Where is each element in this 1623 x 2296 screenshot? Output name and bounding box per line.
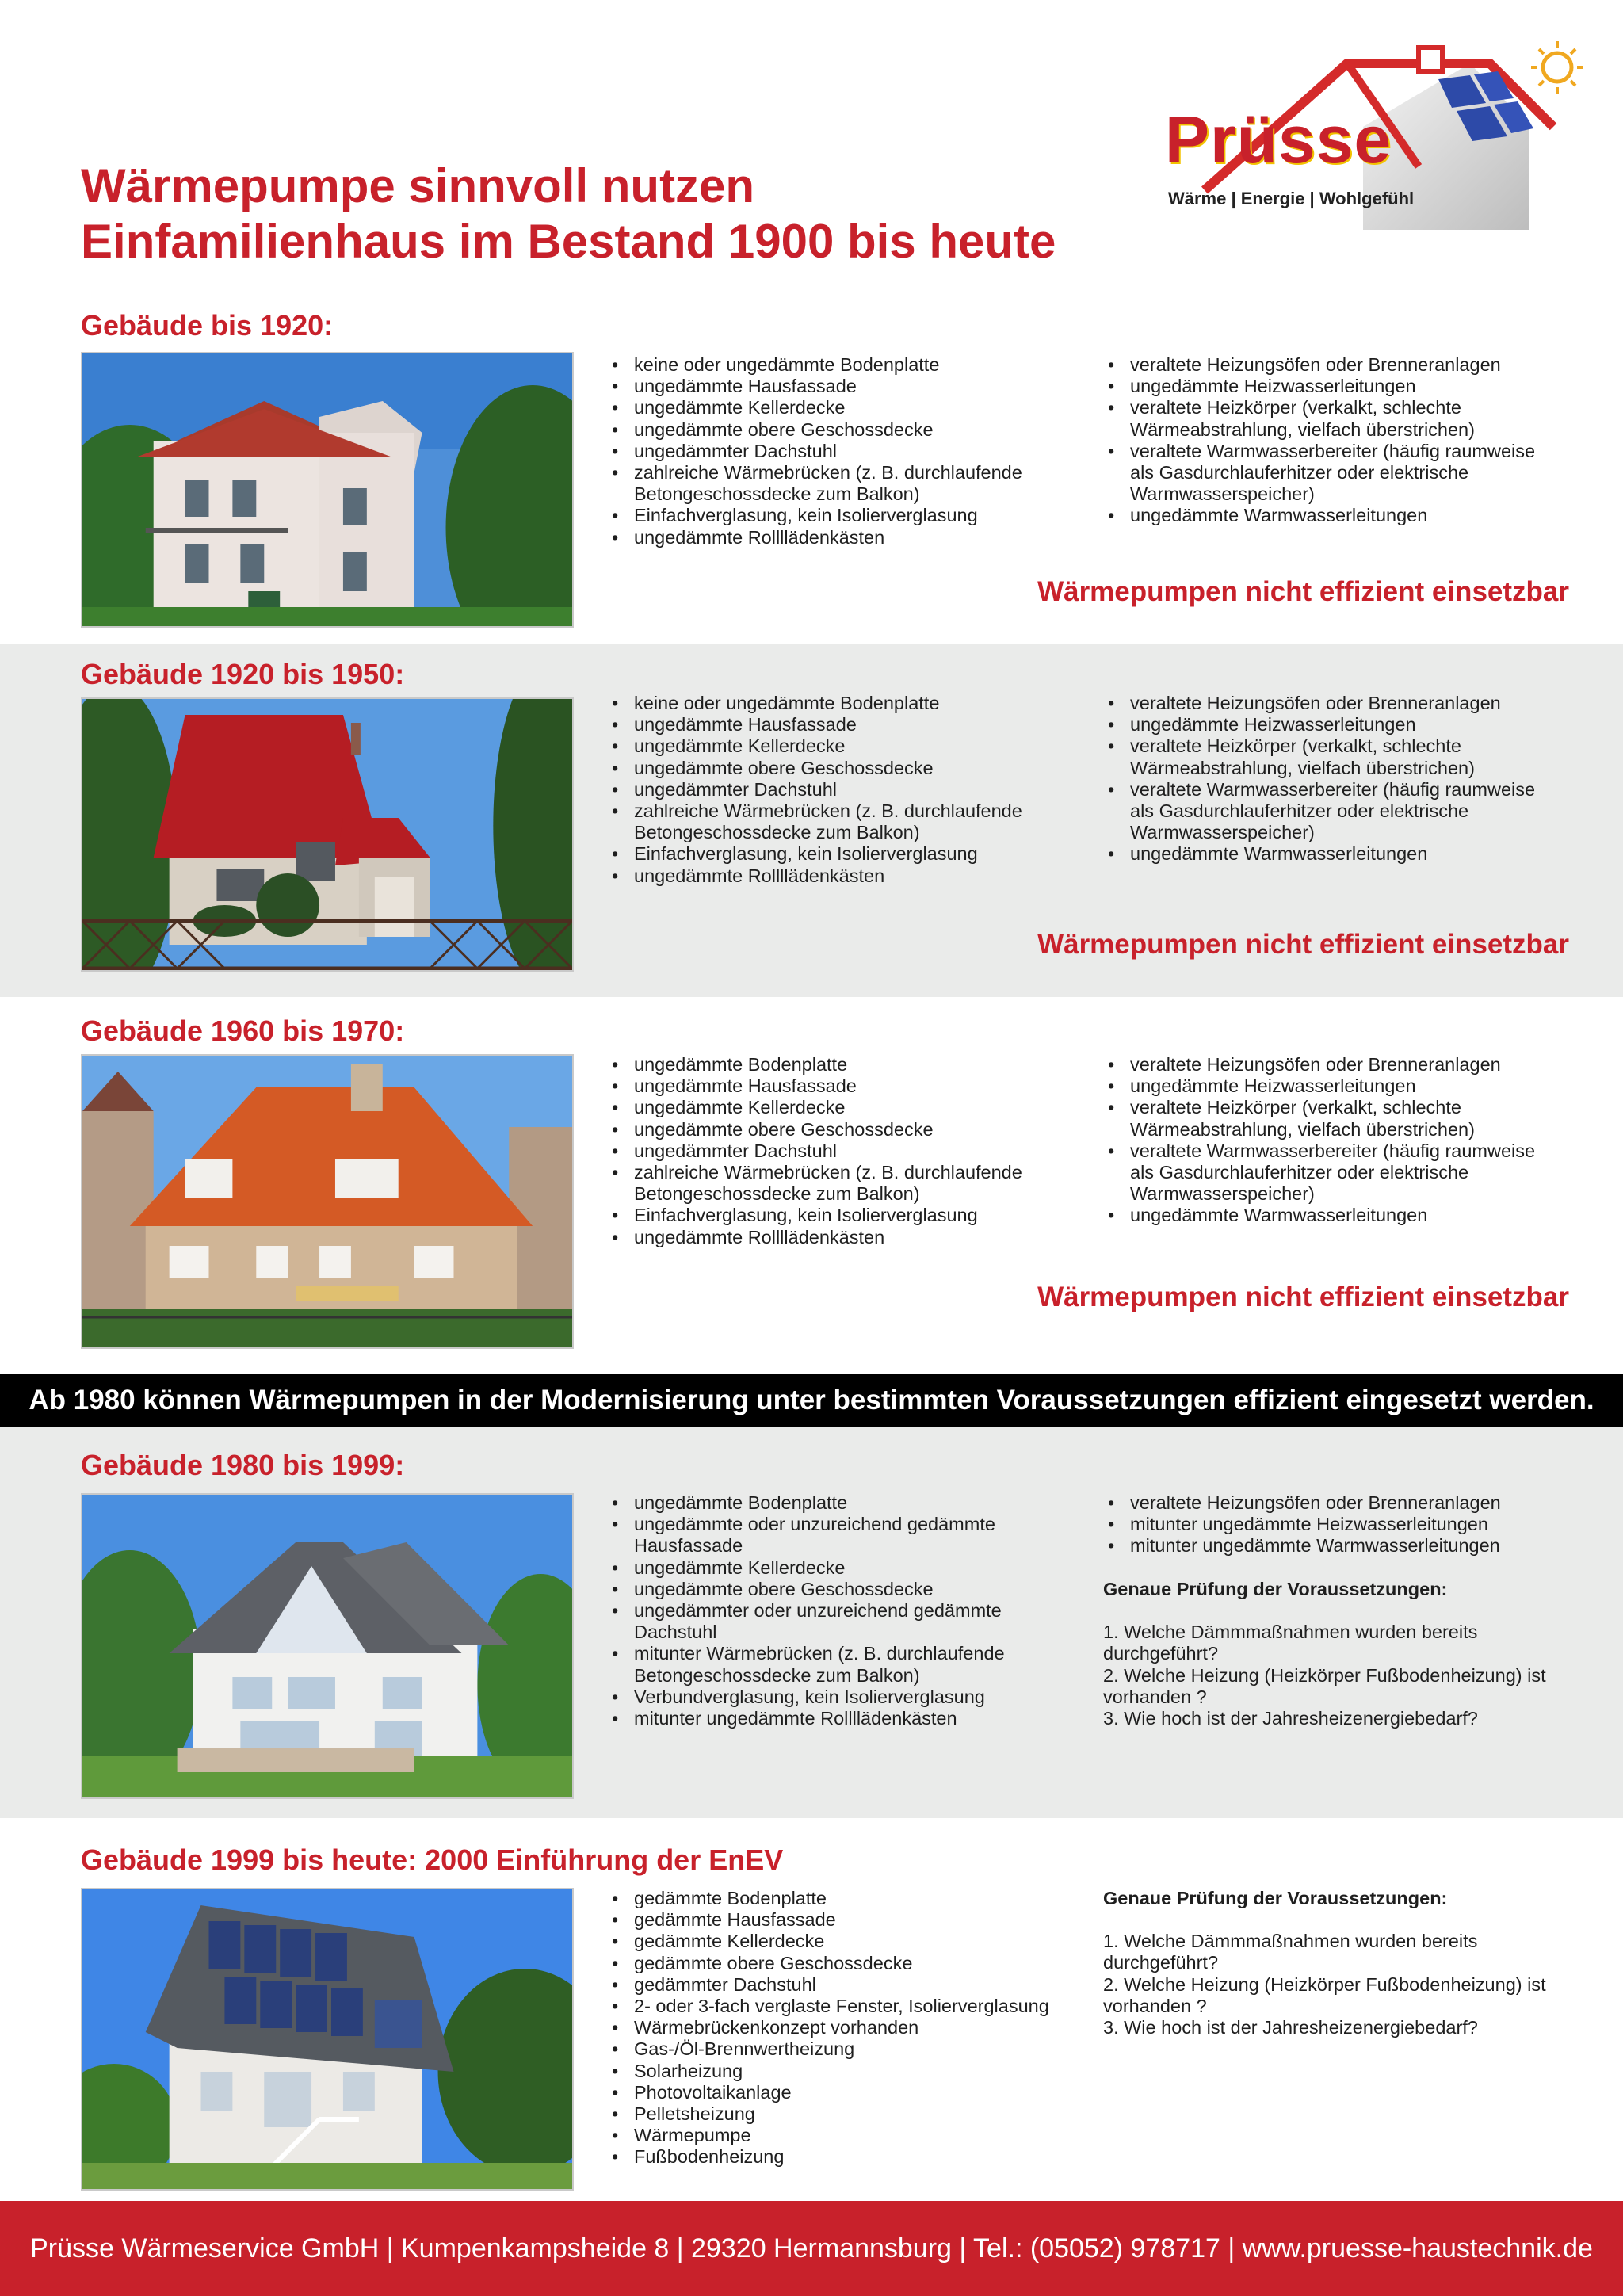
section-heading: Gebäude 1980 bis 1999:: [81, 1449, 405, 1481]
list-item: • Einfachverglasung, kein Isolierverglasung: [609, 505, 1022, 526]
footer-contact-bar: Prüsse Wärmeservice GmbH | Kumpenkampsheide 8 | 29320 Hermannsburg | Tel.: (05052) 978717 | www.pruesse-haustechnik.de: [0, 2201, 1623, 2296]
section-2-deficits-list: [609, 693, 1022, 887]
section-1-verdict: Wärmepumpen nicht effizient einsetzbar: [1037, 576, 1569, 607]
section-heading: Gebäude 1999 bis heute: 2000 Einführung der EnEV: [81, 1843, 784, 1876]
list-item: • ungedämmte obere Geschossdecke: [609, 419, 1022, 441]
title-line-2: Einfamilienhaus im Bestand 1900 bis heute: [81, 215, 1056, 268]
section-2-verdict: Wärmepumpen nicht effizient einsetzbar: [1037, 929, 1569, 960]
list-item: • ungedämmte Kellerdecke: [609, 397, 1022, 418]
list-item: • zahlreiche Wärmebrücken (z. B. durchlaufende Betongeschossdecke zum Balkon): [609, 462, 1022, 505]
list-item: • veraltete Warmwasserbereiter (häufig raumweise als Gasdurchlauferhitzer oder elektrische Warmwasserspeicher): [1105, 779, 1535, 844]
list-item: • ungedämmte Bodenplatte: [609, 1492, 1005, 1514]
list-item: • Einfachverglasung, kein Isolierverglasung: [609, 1205, 1022, 1226]
list-item: • ungedämmte Warmwasserleitungen: [1105, 843, 1535, 865]
list-item: • Gas-/Öl-Brennwertheizung: [609, 2038, 1049, 2060]
section-5-check: [1103, 1888, 1546, 2038]
list-item: • ungedämmter Dachstuhl: [609, 779, 1022, 800]
list-item: • ungedämmter Dachstuhl: [609, 1140, 1022, 1162]
section-1-heating-list: [1105, 354, 1535, 527]
list-item: 2. Welche Heizung (Heizkörper Fußbodenheizung) ist vorhanden ?: [1103, 1973, 1546, 2016]
list-item: • gedämmte obere Geschossdecke: [609, 1953, 1049, 1974]
list-item: • Wärmebrückenkonzept vorhanden: [609, 2017, 1049, 2038]
list-item: • ungedämmte Heizwasserleitungen: [1105, 376, 1535, 397]
list-item: • veraltete Heizkörper (verkalkt, schlechte Wärmeabstrahlung, vielfach überstrichen): [1105, 397, 1535, 440]
list-item: 3. Wie hoch ist der Jahresheizenergiebedarf?: [1103, 1708, 1478, 1729]
list-item: • Fußbodenheizung: [609, 2146, 1049, 2168]
logo-tagline: Wärme | Energie | Wohlgefühl: [1168, 189, 1415, 208]
list-item: • Wärmepumpe: [609, 2125, 1049, 2146]
list-item: • gedämmte Kellerdecke: [609, 1931, 1049, 1952]
list-item: • ungedämmte obere Geschossdecke: [609, 758, 1022, 779]
section-3-heating-list: [1105, 1054, 1535, 1227]
house-1900-villa-photo: [81, 352, 574, 628]
section-4-check: [1103, 1579, 1546, 1729]
list-item: • gedämmter Dachstuhl: [609, 1974, 1049, 1996]
list-item: • Photovoltaikanlage: [609, 2082, 1049, 2103]
section-5-features-list: [609, 1888, 1049, 2168]
section-heading: Gebäude 1920 bis 1950:: [81, 658, 405, 690]
section-3-deficits-list: [609, 1054, 1022, 1248]
list-item: • ungedämmte Hausfassade: [609, 376, 1022, 397]
list-item: • Verbundverglasung, kein Isolierverglasung: [609, 1687, 1005, 1708]
page-title: [81, 159, 1056, 269]
list-item: • veraltete Heizungsöfen oder Brenneranlagen: [1105, 354, 1535, 376]
list-item: • veraltete Heizkörper (verkalkt, schlechte Wärmeabstrahlung, vielfach überstrichen): [1105, 1097, 1535, 1140]
list-item: • gedämmte Hausfassade: [609, 1909, 1049, 1931]
list-item: • veraltete Heizungsöfen oder Brenneranlagen: [1105, 693, 1535, 714]
list-item: • ungedämmte Warmwasserleitungen: [1105, 505, 1535, 526]
section-heading: Gebäude 1960 bis 1970:: [81, 1014, 405, 1047]
list-item: • veraltete Heizungsöfen oder Brenneranlagen: [1105, 1492, 1501, 1514]
list-item: • ungedämmte Rollllädenkästen: [609, 865, 1022, 887]
section-4-deficits-list: [609, 1492, 1005, 1729]
list-item: • ungedämmte oder unzureichend gedämmte Hausfassade: [609, 1514, 1005, 1557]
list-item: • mitunter ungedämmte Heizwasserleitungen: [1105, 1514, 1501, 1535]
check-heading: Genaue Prüfung der Voraussetzungen:: [1103, 1888, 1448, 1908]
list-item: • zahlreiche Wärmebrücken (z. B. durchlaufende Betongeschossdecke zum Balkon): [609, 800, 1022, 843]
list-item: 3. Wie hoch ist der Jahresheizenergiebedarf?: [1103, 2017, 1478, 2038]
list-item: • mitunter ungedämmte Warmwasserleitungen: [1105, 1535, 1501, 1557]
list-item: • ungedämmte Rollllädenkästen: [609, 527, 1022, 548]
logo-brand-text: Prüsse: [1165, 102, 1392, 177]
section-2-heating-list: [1105, 693, 1535, 865]
list-item: • ungedämmter Dachstuhl: [609, 441, 1022, 462]
list-item: 2. Welche Heizung (Heizkörper Fußbodenheizung) ist vorhanden ?: [1103, 1664, 1546, 1707]
list-item: • ungedämmte Kellerdecke: [609, 735, 1022, 757]
list-item: • ungedämmte Heizwasserleitungen: [1105, 714, 1535, 735]
list-item: • zahlreiche Wärmebrücken (z. B. durchlaufende Betongeschossdecke zum Balkon): [609, 1162, 1022, 1205]
list-item: 1. Welche Dämmmaßnahmen wurden bereits durchgeführt?: [1103, 1622, 1478, 1664]
list-item: • mitunter Wärmebrücken (z. B. durchlaufende Betongeschossdecke zum Balkon): [609, 1643, 1005, 1686]
list-item: • Pelletsheizung: [609, 2103, 1049, 2125]
list-item: • ungedämmte Kellerdecke: [609, 1097, 1022, 1118]
list-item: • ungedämmte Bodenplatte: [609, 1054, 1022, 1075]
pruesse-logo: [1157, 32, 1601, 254]
house-1990-photo: [81, 1493, 574, 1799]
list-item: • Solarheizung: [609, 2061, 1049, 2082]
house-1930-photo: [81, 697, 574, 972]
list-item: • ungedämmte Rollllädenkästen: [609, 1227, 1022, 1248]
list-item: 1. Welche Dämmmaßnahmen wurden bereits durchgeführt?: [1103, 1931, 1478, 1973]
list-item: • ungedämmte Heizwasserleitungen: [1105, 1075, 1535, 1097]
list-item: • keine oder ungedämmte Bodenplatte: [609, 354, 1022, 376]
list-item: • ungedämmte Hausfassade: [609, 1075, 1022, 1097]
list-item: • ungedämmte obere Geschossdecke: [609, 1119, 1022, 1140]
list-item: • ungedämmte Hausfassade: [609, 714, 1022, 735]
list-item: • mitunter ungedämmte Rollllädenkästen: [609, 1708, 1005, 1729]
section-3-verdict: Wärmepumpen nicht effizient einsetzbar: [1037, 1282, 1569, 1312]
list-item: • veraltete Heizungsöfen oder Brenneranlagen: [1105, 1054, 1535, 1075]
house-1960-photo: [81, 1054, 574, 1349]
list-item: • ungedämmte Kellerdecke: [609, 1557, 1005, 1579]
list-item: • 2- oder 3-fach verglaste Fenster, Isolierverglasung: [609, 1996, 1049, 2017]
list-item: • veraltete Warmwasserbereiter (häufig raumweise als Gasdurchlauferhitzer oder elektrische Warmwasserspeicher): [1105, 441, 1535, 506]
list-item: • Einfachverglasung, kein Isolierverglasung: [609, 843, 1022, 865]
list-item: • veraltete Heizkörper (verkalkt, schlechte Wärmeabstrahlung, vielfach überstrichen): [1105, 735, 1535, 778]
check-list: [1103, 1622, 1546, 1729]
section-1-deficits-list: [609, 354, 1022, 548]
title-line-1: Wärmepumpe sinnvoll nutzen: [81, 159, 755, 212]
check-list: [1103, 1931, 1546, 2038]
list-item: • veraltete Warmwasserbereiter (häufig raumweise als Gasdurchlauferhitzer oder elektrische Warmwasserspeicher): [1105, 1140, 1535, 1205]
list-item: • ungedämmte Warmwasserleitungen: [1105, 1205, 1535, 1226]
section-4-heating-list: [1105, 1492, 1501, 1557]
list-item: • keine oder ungedämmte Bodenplatte: [609, 693, 1022, 714]
list-item: • ungedämmte obere Geschossdecke: [609, 1579, 1005, 1600]
check-heading: Genaue Prüfung der Voraussetzungen:: [1103, 1579, 1448, 1599]
list-item: • ungedämmter oder unzureichend gedämmte Dachstuhl: [609, 1600, 1005, 1643]
list-item: • gedämmte Bodenplatte: [609, 1888, 1049, 1909]
modernization-banner: Ab 1980 können Wärmepumpen in der Modernisierung unter bestimmten Voraussetzungen effizient eingesetzt werden.: [0, 1374, 1623, 1427]
section-heading: Gebäude bis 1920:: [81, 309, 334, 342]
house-2000-solar-photo: [81, 1888, 574, 2191]
